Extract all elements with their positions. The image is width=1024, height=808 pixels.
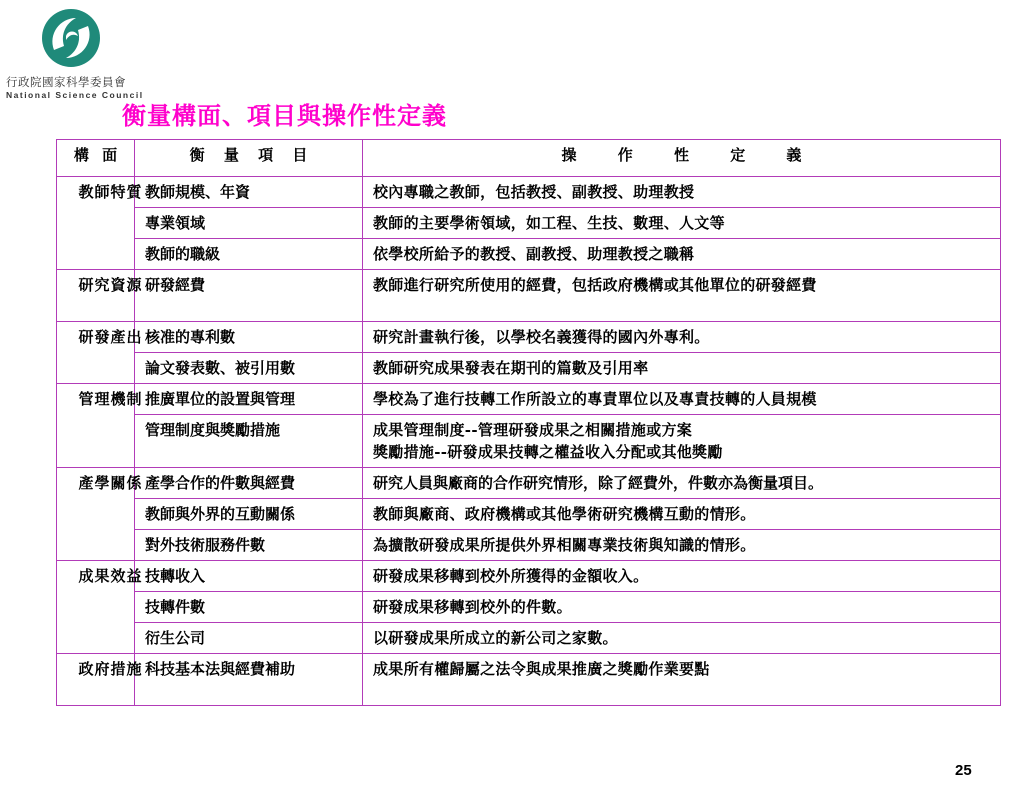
header-dimension: 構 面 (57, 140, 135, 177)
item-cell: 教師規模、年資 (135, 177, 363, 208)
definition-cell: 為擴散研發成果所提供外界相關專業技術與知識的情形。 (363, 530, 1001, 561)
dimension-label: 研發產出 (78, 328, 143, 346)
item-cell: 研發經費 (135, 270, 363, 322)
table-row (57, 270, 1001, 322)
dimension-label: 教師特質 (78, 183, 143, 201)
dimension-cell (57, 654, 143, 706)
definition-cell: 教師研究成果發表在期刊的篇數及引用率 (363, 353, 1001, 384)
definition-cell: 研發成果移轉到校外的件數。 (363, 592, 1001, 623)
header-item: 衡 量 項 目 (135, 140, 363, 177)
item-cell: 管理制度與獎勵措施 (135, 415, 363, 468)
dimension-cell (57, 270, 143, 322)
definition-line: 獎勵措施--研發成果技轉之權益收入分配或其他獎勵 (373, 443, 723, 461)
org-name-english: National Science Council (6, 90, 144, 100)
item-cell: 教師與外界的互動關係 (135, 499, 363, 530)
definition-cell: 成果所有權歸屬之法令與成果推廣之獎勵作業要點 (363, 654, 1001, 706)
item-cell: 論文發表數、被引用數 (135, 353, 363, 384)
item-cell: 推廣單位的設置與管理 (135, 384, 363, 415)
definition-cell: 依學校所給予的教授、副教授、助理教授之職稱 (363, 239, 1001, 270)
item-cell: 科技基本法與經費補助 (135, 654, 363, 706)
dimension-label: 研究資源 (78, 276, 143, 294)
table-row (57, 623, 1001, 654)
page-number: 25 (955, 762, 972, 779)
table-row (57, 322, 1001, 353)
table-row (57, 654, 1001, 706)
item-cell: 技轉件數 (135, 592, 363, 623)
dimension-label: 管理機制 (78, 390, 143, 408)
table-row (57, 239, 1001, 270)
table-row (57, 592, 1001, 623)
definition-cell: 教師與廠商、政府機構或其他學術研究機構互動的情形。 (363, 499, 1001, 530)
item-cell: 核准的專利數 (135, 322, 363, 353)
item-cell: 專業領域 (135, 208, 363, 239)
measurement-table (56, 139, 1001, 706)
item-cell: 教師的職級 (135, 239, 363, 270)
dimension-cell (57, 561, 143, 654)
dimension-label: 政府措施 (78, 660, 143, 678)
table-header-row (57, 140, 1001, 177)
item-cell: 產學合作的件數與經費 (135, 468, 363, 499)
table-row (57, 468, 1001, 499)
definition-cell: 教師的主要學術領域，如工程、生技、數理、人文等 (363, 208, 1001, 239)
table-row (57, 561, 1001, 592)
definition-cell: 研發成果移轉到校外所獲得的金額收入。 (363, 561, 1001, 592)
definition-cell: 校內專職之教師，包括教授、副教授、助理教授 (363, 177, 1001, 208)
table-row (57, 177, 1001, 208)
definition-cell: 教師進行研究所使用的經費，包括政府機構或其他單位的研發經費 (363, 270, 1001, 322)
item-cell: 衍生公司 (135, 623, 363, 654)
item-cell: 對外技術服務件數 (135, 530, 363, 561)
definition-cell: 研究人員與廠商的合作研究情形，除了經費外，件數亦為衡量項目。 (363, 468, 1001, 499)
table-row (57, 499, 1001, 530)
table-row (57, 384, 1001, 415)
dimension-cell (57, 384, 143, 468)
dimension-label: 成果效益 (78, 567, 143, 585)
header-definition: 操 作 性 定 義 (363, 140, 1001, 177)
org-name-chinese: 行政院國家科學委員會 (6, 75, 126, 89)
table-row (57, 415, 1001, 468)
definition-cell: 以研發成果所成立的新公司之家數。 (363, 623, 1001, 654)
slide-title: 衡量構面、項目與操作性定義 (122, 101, 447, 130)
table-row (57, 530, 1001, 561)
dimension-label: 產學關係 (78, 474, 143, 492)
dimension-cell (57, 322, 143, 384)
dimension-cell (57, 468, 143, 561)
dimension-cell (57, 177, 143, 270)
definition-cell: 研究計畫執行後，以學校名義獲得的國內外專利。 (363, 322, 1001, 353)
table-row (57, 353, 1001, 384)
definition-line: 成果管理制度--管理研發成果之相關措施或方案 (373, 421, 693, 439)
definition-cell: 學校為了進行技轉工作所設立的專責單位以及專責技轉的人員規模 (363, 384, 1001, 415)
definition-cell (363, 415, 1001, 468)
nsc-logo-icon (40, 6, 102, 70)
item-cell: 技轉收入 (135, 561, 363, 592)
table-row (57, 208, 1001, 239)
